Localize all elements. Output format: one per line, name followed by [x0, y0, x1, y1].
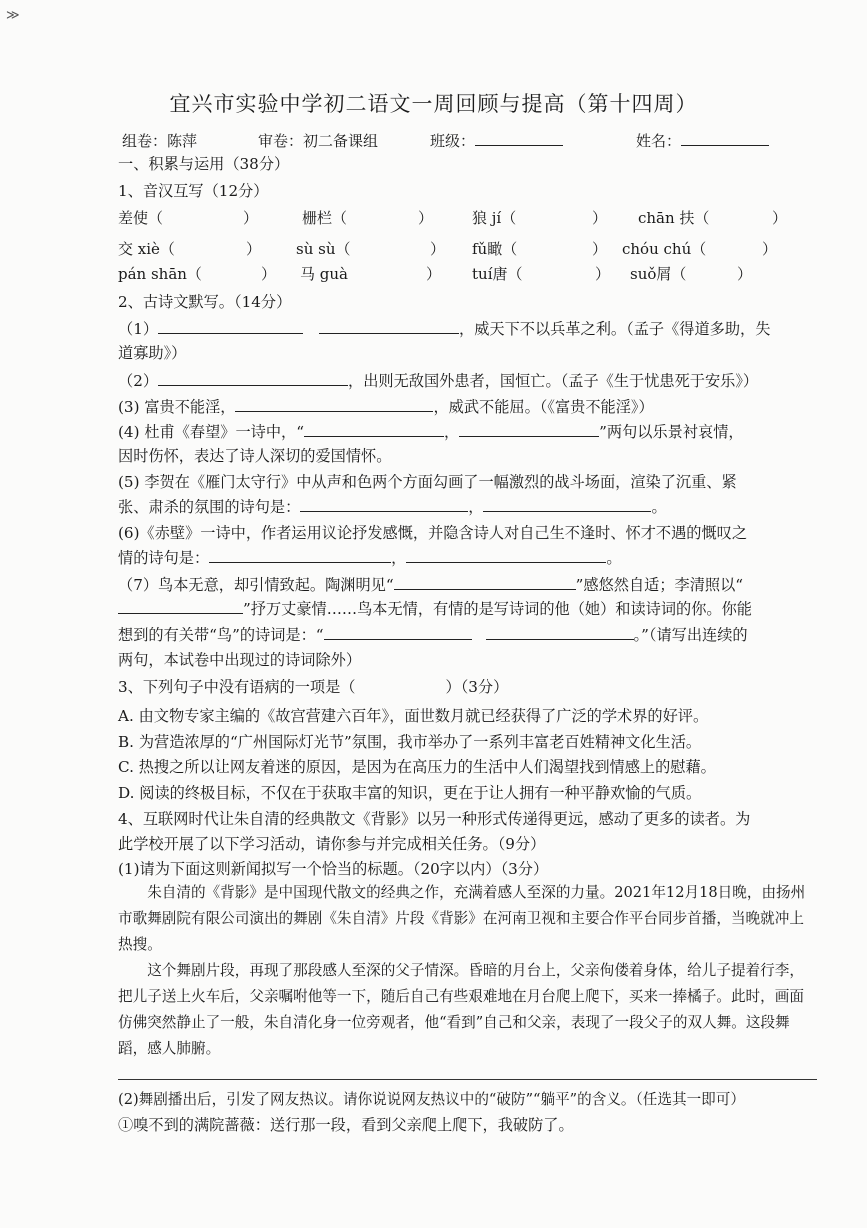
- line-text: ，: [391, 549, 407, 567]
- line-text: 情的诗句是：: [118, 549, 210, 567]
- line-text: ”感悠然自适；李清照以“: [575, 576, 744, 594]
- line-text: 。: [606, 549, 622, 567]
- line-text: 张、肃杀的氛围的诗句是：: [118, 498, 301, 516]
- pinyin-close: ）: [246, 240, 262, 258]
- answer-blank[interactable]: [300, 497, 468, 512]
- class-blank[interactable]: [475, 131, 563, 146]
- answer-blank[interactable]: [304, 422, 444, 437]
- option-d: D. 阅读的终极目标，不仅在于获取丰富的知识，更在于让人拥有一种平静欢愉的气质。: [118, 784, 702, 802]
- line-text: （7）鸟本无意，却引情致起。陶渊明见“: [118, 576, 394, 594]
- question-2-heading: 2、古诗文默写。（14分）: [118, 293, 292, 311]
- line-text: ，威武不能屈。（《富贵不能淫》）: [433, 398, 654, 416]
- line-text: ）（3分）: [445, 678, 509, 696]
- q2-line-1: [118, 318, 825, 339]
- page-title: 宜兴市实验中学初二语文一周回顾与提高（第十四周）: [169, 92, 698, 116]
- pinyin-item: 差使（: [118, 209, 164, 227]
- answer-blank[interactable]: [235, 397, 433, 412]
- q2-line-2: [118, 370, 825, 391]
- corner-mark: ≫: [6, 8, 20, 23]
- option-c: C. 热搜之所以让网友着迷的原因，是因为在高压力的生活中人们渴望找到情感上的慰藉。: [118, 758, 716, 776]
- pinyin-close: ）: [426, 265, 442, 283]
- pinyin-close: ）: [772, 209, 788, 227]
- pinyin-item: suǒ屑（: [630, 265, 687, 283]
- answer-blank[interactable]: [158, 371, 348, 386]
- answer-blank[interactable]: [394, 575, 576, 590]
- pinyin-close: ）: [243, 209, 259, 227]
- pinyin-close: ）: [595, 265, 611, 283]
- line-text: ，: [468, 498, 484, 516]
- compiler-label: 组卷：陈萍: [122, 132, 198, 150]
- q2-line-4: [118, 421, 825, 442]
- question-1-heading: 1、音汉互写（12分）: [118, 182, 269, 200]
- option-b: B. 为营造浓厚的“广州国际灯光节”氛围，我市举办了一系列丰富老百姓精神文化生活。: [118, 733, 702, 751]
- line-text: ”抒万丈豪情……鸟本无情，有情的是写诗词的他（她）和读诗词的你。你能: [243, 600, 752, 618]
- pinyin-close: ）: [762, 240, 778, 258]
- name-label: 姓名：: [636, 132, 682, 150]
- pinyin-item: 马 guà: [300, 265, 348, 283]
- answer-line[interactable]: [118, 1079, 817, 1080]
- section-heading: 一、积累与运用（38分）: [118, 155, 290, 173]
- q2-line-7-d: 两句，本试卷中出现过的诗词除外）: [118, 651, 361, 669]
- line-text: ”两句以乐景衬哀情，: [599, 423, 744, 441]
- pinyin-item: tuí唐（: [472, 265, 523, 283]
- answer-blank[interactable]: [209, 548, 391, 563]
- q2-line-6-cont: [118, 547, 825, 568]
- q4-sub-1: (1)请为下面这则新闻拟写一个恰当的标题。（20字以内）（3分）: [118, 860, 549, 878]
- answer-blank[interactable]: [406, 548, 606, 563]
- q2-line-1-cont: 道寡助》）: [118, 344, 187, 362]
- pinyin-item: pán shān（: [118, 265, 202, 283]
- pinyin-item: chān 扶（: [638, 209, 710, 227]
- answer-blank[interactable]: [324, 625, 472, 640]
- answer-blank[interactable]: [483, 497, 651, 512]
- class-field[interactable]: [430, 130, 563, 151]
- pinyin-close: ）: [261, 265, 277, 283]
- line-text: (4) 杜甫《春望》一诗中，“: [118, 423, 304, 441]
- line-text: ，出则无敌国外患者，国恒亡。（孟子《生于忧患死于安乐》）: [348, 372, 759, 390]
- q2-line-7-c: [118, 624, 825, 645]
- q2-line-7: [118, 574, 825, 595]
- q2-line-5: (5) 李贺在《雁门太守行》中从声和色两个方面勾画了一幅激烈的战斗场面，渲染了沉重、紧: [118, 473, 737, 491]
- q2-line-3: [118, 396, 825, 417]
- q2-line-6: (6)《赤壁》一诗中，作者运用议论抒发感慨，并隐含诗人对自己生不逢时、怀才不遇的慨叹之: [118, 524, 748, 542]
- reviewer-label: 审卷：初二备课组: [258, 132, 379, 150]
- line-text: 。”（请写出连续的: [633, 626, 748, 644]
- q2-line-7-b: [118, 598, 825, 619]
- class-label: 班级：: [430, 132, 476, 150]
- answer-blank[interactable]: [118, 599, 243, 614]
- item-number: （1）: [118, 320, 159, 338]
- news-paragraph-1: 朱自清的《背影》是中国现代散文的经典之作，充满着感人至深的力量。2021年12月18日晚，由扬州市歌舞剧院有限公司演出的舞剧《朱自清》片段《背影》在河南卫视和主要合作平台同步首播，当晚就冲上热搜。: [118, 884, 806, 953]
- line-text: ，: [443, 423, 460, 441]
- answer-blank[interactable]: [319, 319, 459, 334]
- answer-blank[interactable]: [486, 625, 634, 640]
- question-4-heading-cont: 此学校开展了以下学习活动，请你参与并完成相关任务。（9分）: [118, 835, 546, 853]
- q4-sub-2: (2)舞剧播出后，引发了网友热议。请你说说网友热议中的“破防”“躺平”的含义。（任选其一即可）: [118, 1091, 745, 1108]
- pinyin-close: ）: [430, 240, 446, 258]
- line-text: (3) 富贵不能淫，: [118, 398, 236, 416]
- pinyin-item: chóu chú（: [622, 240, 707, 258]
- pinyin-close: ）: [737, 265, 753, 283]
- news-paragraph-2: 这个舞剧片段，再现了那段感人至深的父子情深。昏暗的月台上，父亲佝偻着身体，给儿子提着行李，把儿子送上火车后，父亲嘱咐他等一下，随后自己有些艰难地在月台爬上爬下，买来一捧橘子。此时，画面仿佛突然静止了一般，朱自清化身一位旁观者，他“看到”自己和父亲，表现了一段父子的双人舞。这段舞蹈，感人肺腑。: [118, 962, 804, 1057]
- q2-line-5-cont: [118, 496, 825, 517]
- pinyin-close: ）: [592, 209, 608, 227]
- pinyin-item: sù sù（: [296, 240, 351, 258]
- pinyin-item: 狼 jí（: [472, 209, 517, 227]
- line-text: ，威天下不以兵革之利。（孟子《得道多助，失: [459, 320, 771, 338]
- item-number: （2）: [118, 372, 159, 390]
- question-4-heading: 4、互联网时代让朱自清的经典散文《背影》以另一种形式传递得更远，感动了更多的读者。为: [118, 810, 751, 828]
- line-text: 。: [651, 498, 667, 516]
- q2-line-4-cont: 因时伤怀，表达了诗人深切的爱国情怀。: [118, 447, 392, 465]
- name-blank[interactable]: [681, 131, 769, 146]
- pinyin-item: 栅栏（: [302, 209, 348, 227]
- option-a: A. 由文物专家主编的《故宫营建六百年》，面世数月就已经获得了广泛的学术界的好评。: [118, 707, 709, 725]
- q4-sub-2-item-1: ①嗅不到的满院蔷薇：送行那一段，看到父亲爬上爬下，我破防了。: [118, 1116, 574, 1134]
- answer-blank[interactable]: [158, 319, 303, 334]
- pinyin-item: 交 xiè（: [118, 240, 175, 258]
- line-text: 3、下列句子中没有语病的一项是（: [118, 678, 356, 696]
- pinyin-close: ）: [418, 209, 434, 227]
- name-field[interactable]: [636, 130, 769, 151]
- question-3-heading: [118, 676, 825, 697]
- pinyin-close: ）: [592, 240, 608, 258]
- pinyin-item: fǔ瞰（: [472, 240, 518, 258]
- answer-blank[interactable]: [459, 422, 599, 437]
- line-text: 想到的有关带“鸟”的诗词是：“: [118, 626, 324, 644]
